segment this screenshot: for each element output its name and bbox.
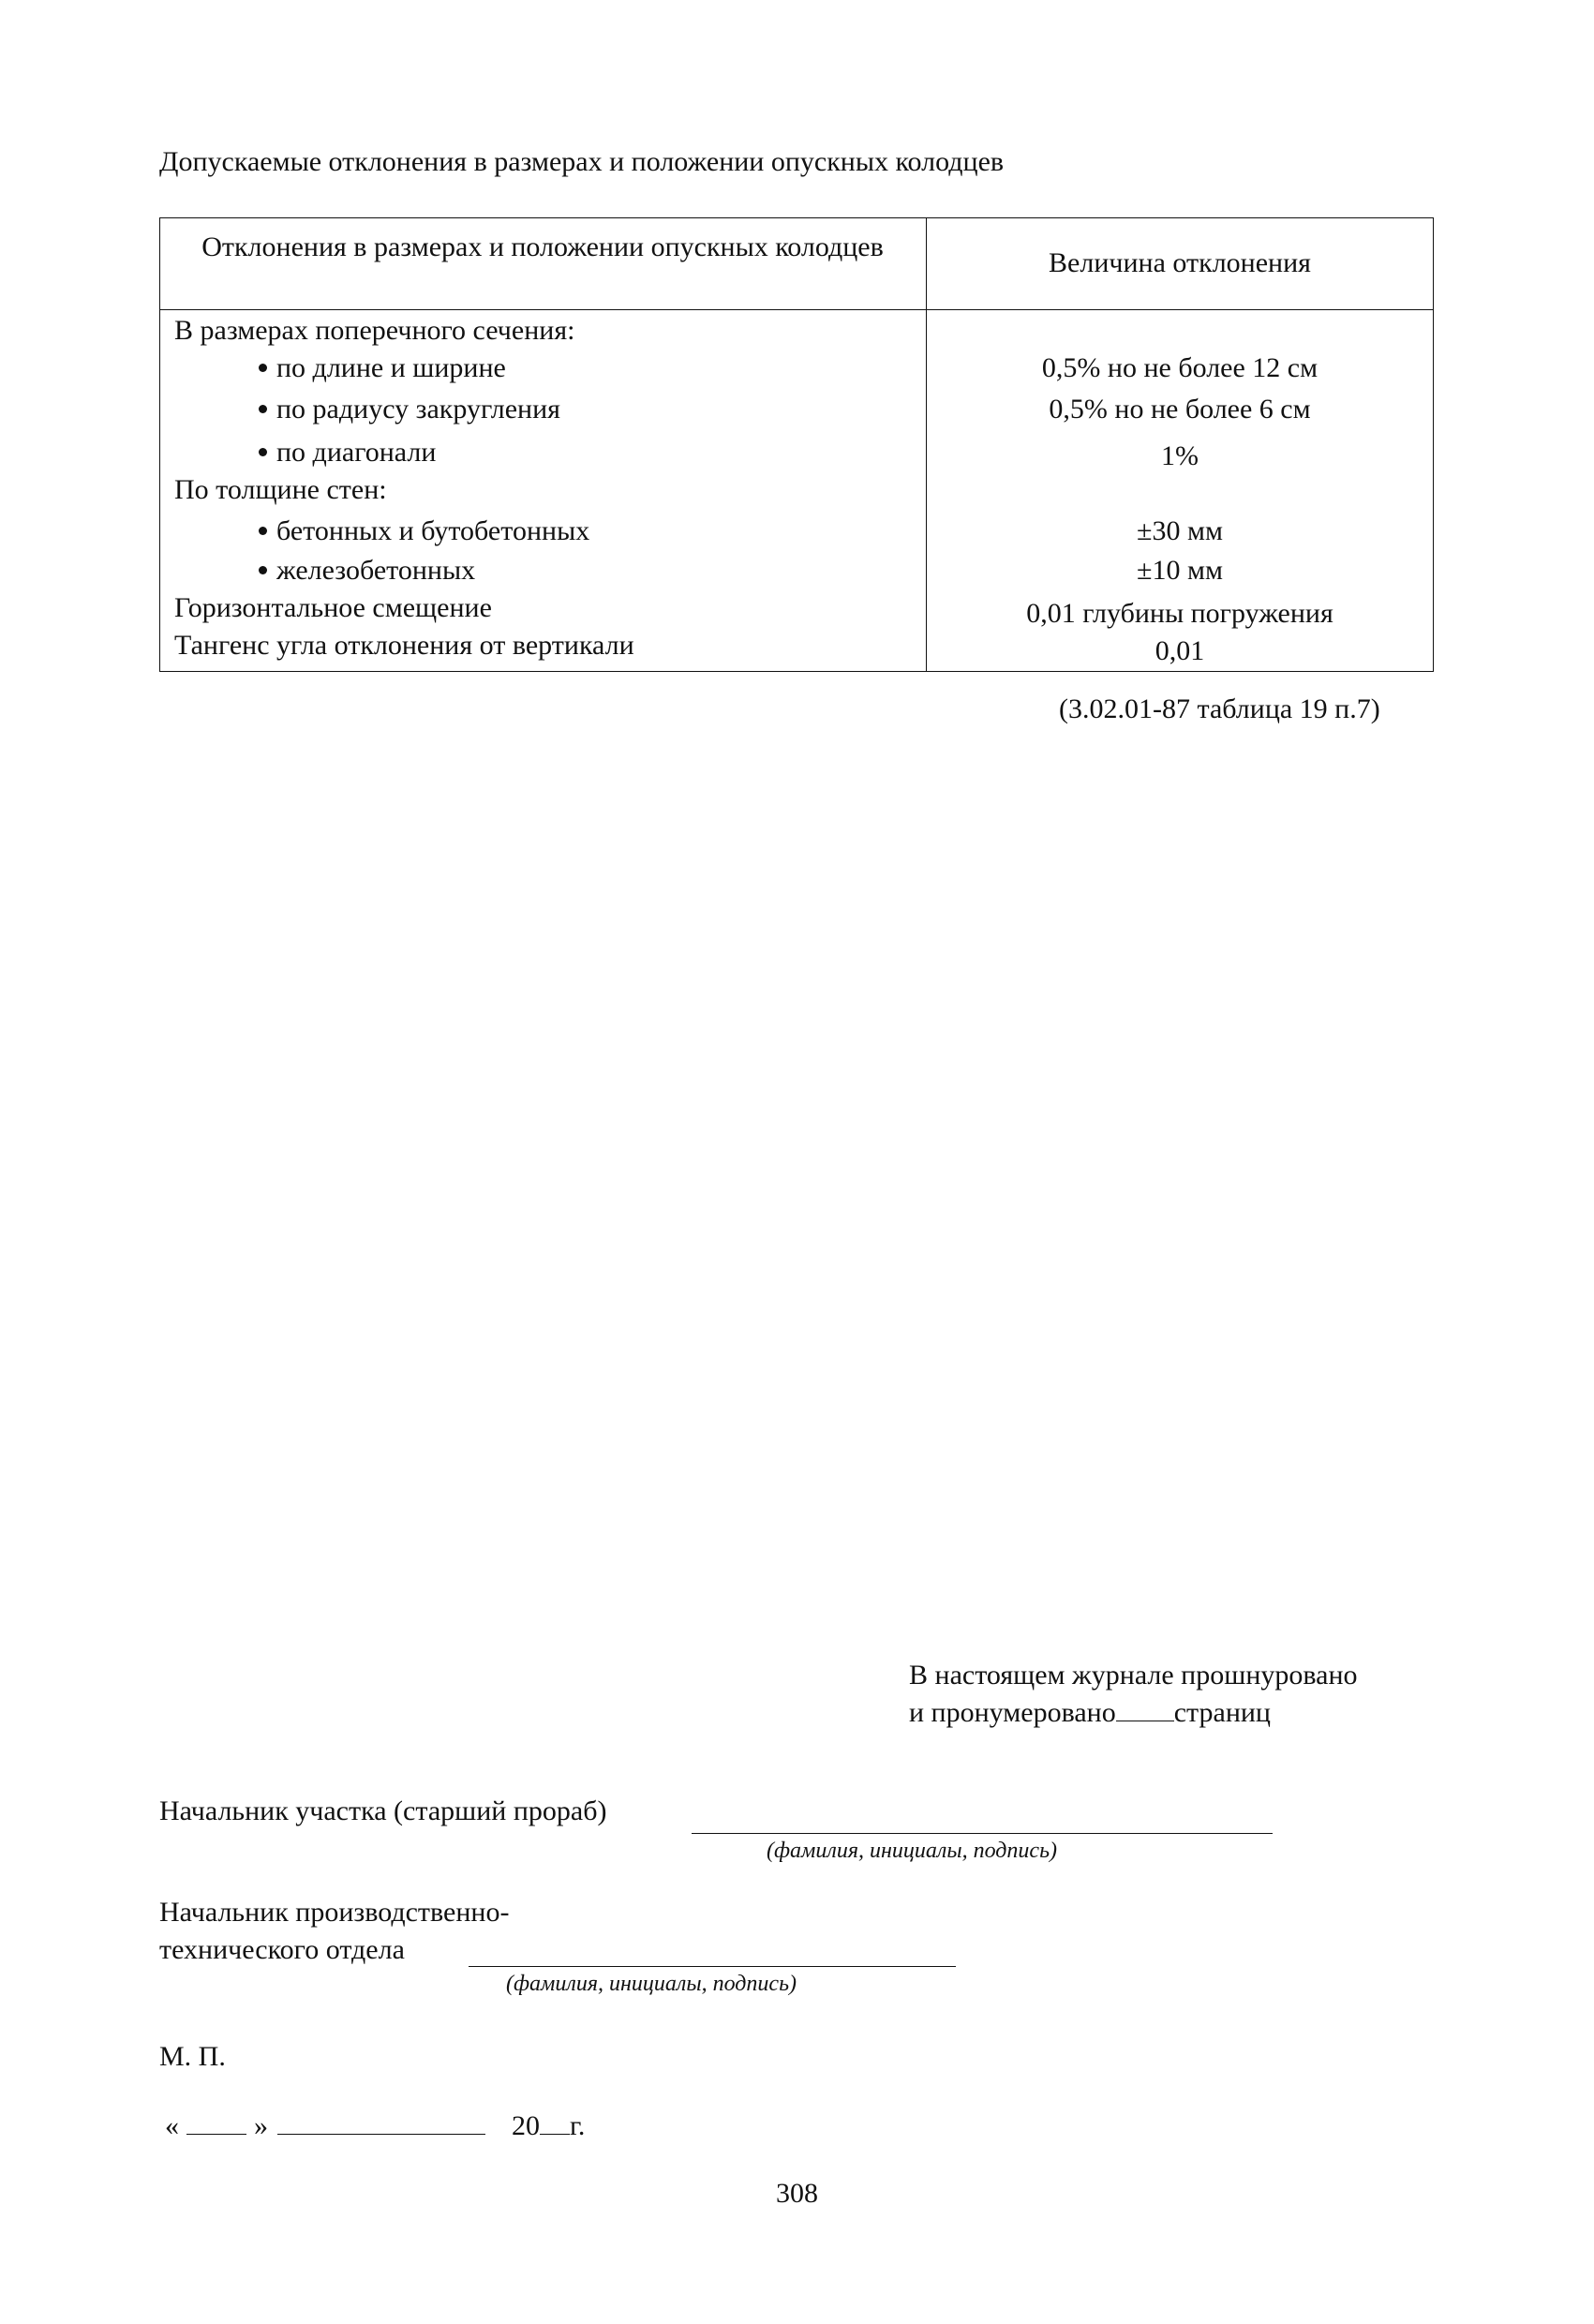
row-diagonal xyxy=(259,439,436,467)
row-value: 1% xyxy=(1161,440,1199,471)
signature1-label: Начальник участка (старший прораб) xyxy=(159,1795,607,1826)
month-blank[interactable] xyxy=(277,2111,485,2135)
bullet-icon xyxy=(259,566,267,574)
table-title: Допускаемые отклонения в размерах и положении опускных колодцев xyxy=(159,146,1005,177)
year-prefix: 20 xyxy=(512,2110,540,2141)
row-length-width xyxy=(259,354,506,382)
day-blank[interactable] xyxy=(186,2111,246,2135)
stamp-place: М. П. xyxy=(159,2041,226,2072)
bullet-icon xyxy=(259,448,267,456)
row-value: ±30 мм xyxy=(1137,515,1223,546)
date-line xyxy=(165,2110,585,2142)
row-value: 0,01 глубины погружения xyxy=(1026,598,1333,629)
row-label-wall-thickness: По толщине стен: xyxy=(174,474,387,505)
binding-line1: В настоящем журнале прошнуровано xyxy=(909,1660,1358,1691)
row-label: железобетонных xyxy=(276,555,476,586)
row-label: по диагонали xyxy=(276,437,437,468)
page-number: 308 xyxy=(776,2178,818,2209)
signature2-label-line1: Начальник производственно- xyxy=(159,1897,510,1928)
bullet-icon xyxy=(259,405,267,413)
row-label: по длине и ширине xyxy=(276,352,506,383)
row-radius xyxy=(259,395,560,424)
row-value: 0,01 xyxy=(1155,635,1205,666)
row-label-cross-section: В размерах поперечного сечения: xyxy=(174,315,575,346)
header-divider xyxy=(159,309,1434,310)
signature2-line[interactable] xyxy=(469,1966,956,1967)
bullet-icon xyxy=(259,364,267,372)
signature1-line[interactable] xyxy=(692,1833,1273,1834)
row-label: бетонных и бутобетонных xyxy=(276,515,590,546)
deviation-table xyxy=(159,217,1434,672)
binding-note xyxy=(909,1657,1358,1732)
binding-suffix: страниц xyxy=(1173,1697,1271,1728)
open-quote: « xyxy=(165,2110,179,2141)
bullet-icon xyxy=(259,527,267,535)
row-reinforced xyxy=(259,557,475,585)
header-value: Величина отклонения xyxy=(1049,247,1311,278)
row-label-horizontal-shift: Горизонтальное смещение xyxy=(174,592,492,623)
row-concrete xyxy=(259,517,589,545)
row-label: по радиусу закругления xyxy=(276,394,560,425)
reference-note: (3.02.01-87 таблица 19 п.7) xyxy=(1059,693,1380,724)
year-suffix: г. xyxy=(570,2110,586,2141)
signature2-caption: (фамилия, инициалы, подпись) xyxy=(506,1972,797,1996)
year-blank[interactable] xyxy=(540,2111,570,2135)
row-value: 0,5% но не более 6 см xyxy=(1049,394,1311,425)
row-value: 0,5% но не более 12 см xyxy=(1041,352,1318,383)
signature1-caption: (фамилия, инициалы, подпись) xyxy=(767,1839,1057,1863)
signature2-label-line2: технического отдела xyxy=(159,1934,405,1965)
header-deviation: Отклонения в размерах и положении опускных колодцев xyxy=(201,231,884,262)
row-value: ±10 мм xyxy=(1137,555,1223,586)
close-quote: » xyxy=(254,2110,268,2141)
binding-line2 xyxy=(909,1694,1358,1732)
page-count-blank[interactable] xyxy=(1116,1696,1174,1721)
binding-prefix: и пронумеровано xyxy=(909,1697,1116,1728)
row-label-tangent: Тангенс угла отклонения от вертикали xyxy=(174,630,634,661)
